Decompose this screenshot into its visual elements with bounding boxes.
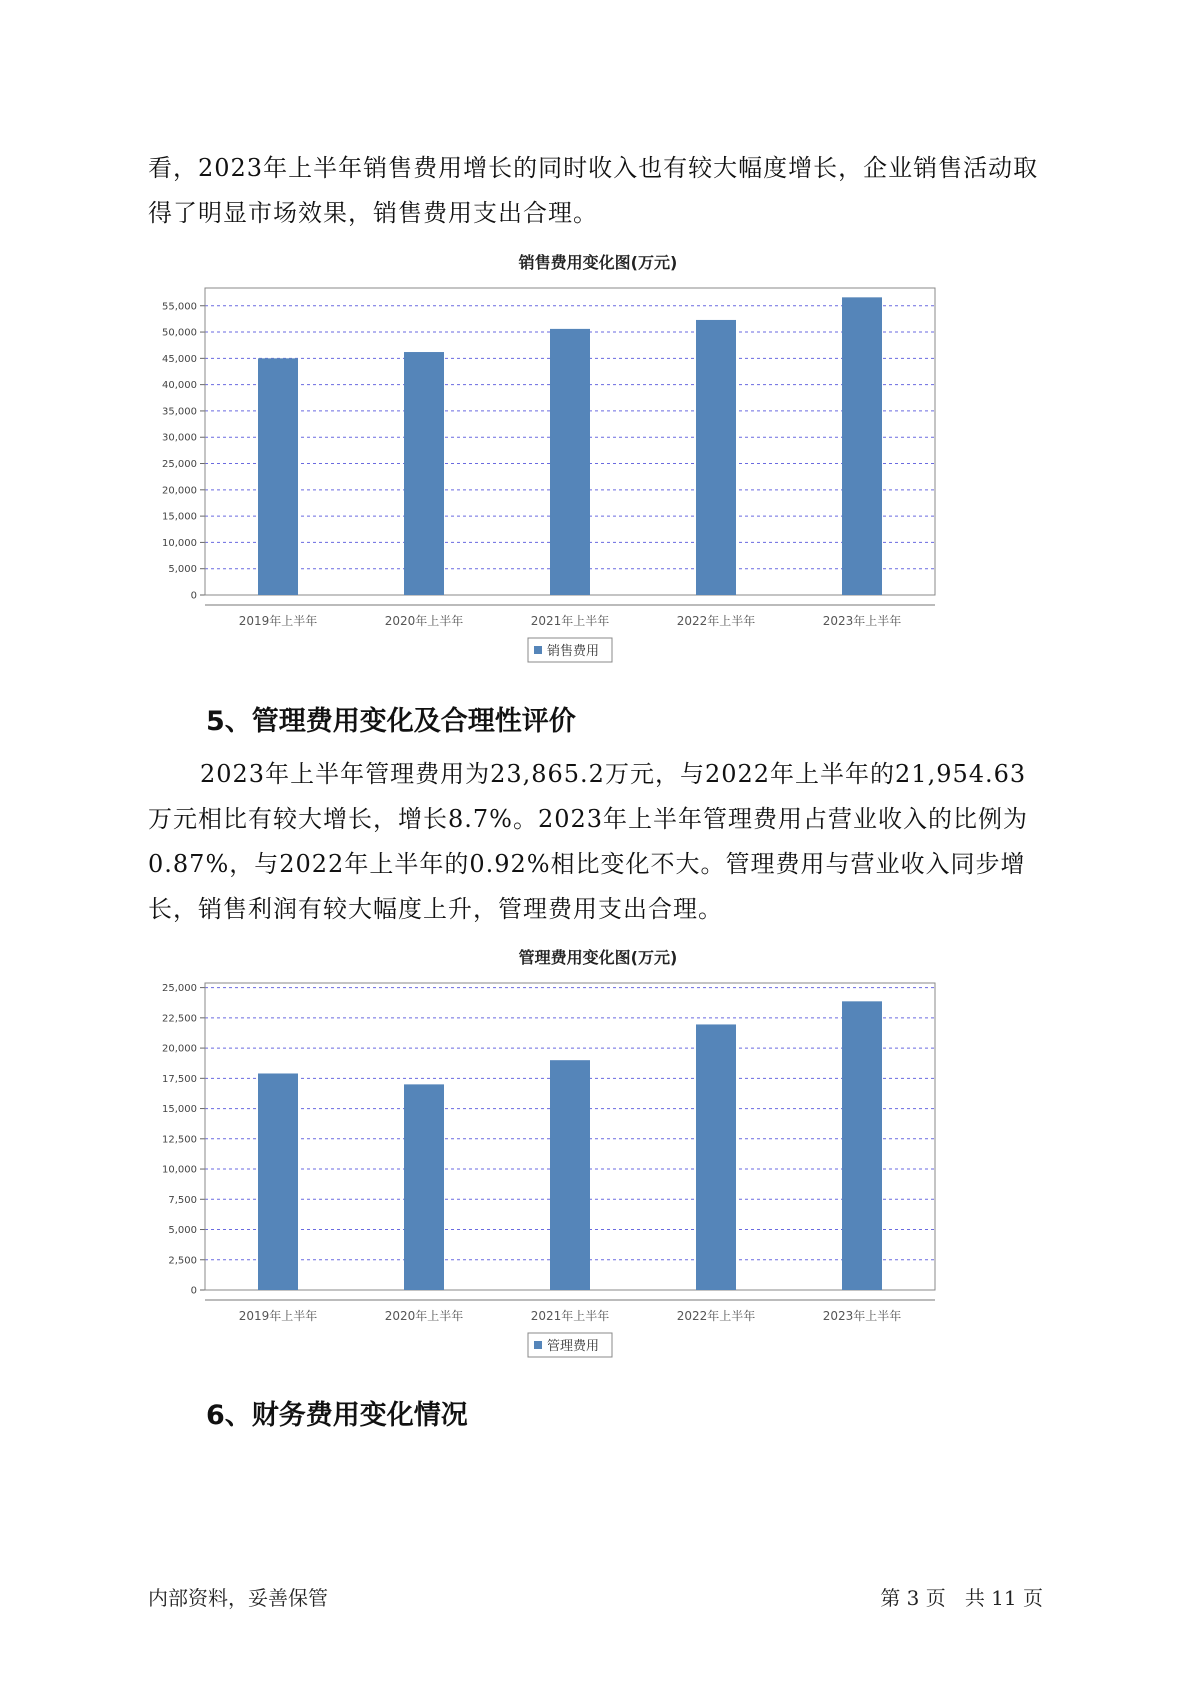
x-tick-label: 2021年上半年 [530,614,610,628]
legend [528,1333,612,1357]
bar [696,320,736,595]
bar [258,358,298,595]
footer-confidential: 内部资料，妥善保管 [148,1586,328,1610]
y-tick-label: 45,000 [162,353,197,365]
y-tick-label: 20,000 [162,1043,197,1055]
bar [404,352,444,595]
bar [842,297,882,595]
y-tick-label: 40,000 [162,380,197,392]
intro-paragraph: 看，2023年上半年销售费用增长的同时收入也有较大幅度增长，企业销售活动取得了明显市场效果，销售费用支出合理。 [148,154,1039,227]
y-tick-label: 5,000 [168,1225,197,1237]
x-tick-label: 2023年上半年 [822,614,902,628]
x-tick-label: 2020年上半年 [384,614,464,628]
bar [258,1073,298,1290]
y-tick-label: 55,000 [162,301,197,313]
x-tick-label: 2022年上半年 [676,1309,756,1323]
bar [550,1060,590,1290]
x-tick-label: 2022年上半年 [676,614,756,628]
x-tick-label: 2019年上半年 [238,614,318,628]
section-heading-6: 6、财务费用变化情况 [206,1400,468,1431]
y-tick-label: 0 [190,590,197,602]
chart-title: 销售费用变化图(万元) [518,253,678,272]
y-tick-label: 12,500 [162,1134,197,1146]
y-tick-label: 0 [190,1285,197,1297]
x-tick-label: 2019年上半年 [238,1309,318,1323]
y-tick-label: 5,000 [168,564,197,576]
section-heading-5: 5、管理费用变化及合理性评价 [206,706,576,737]
y-tick-label: 10,000 [162,1164,197,1176]
y-tick-label: 17,500 [162,1073,197,1085]
y-tick-label: 10,000 [162,537,197,549]
y-tick-label: 15,000 [162,1104,197,1116]
legend-label: 销售费用 [547,644,600,659]
y-tick-label: 25,000 [162,983,197,995]
y-tick-label: 22,500 [162,1013,197,1025]
y-tick-label: 50,000 [162,327,197,339]
y-tick-label: 35,000 [162,406,197,418]
x-tick-label: 2023年上半年 [822,1309,902,1323]
sales-expense-chart [160,280,1010,675]
legend [528,638,612,662]
y-tick-label: 7,500 [168,1194,197,1206]
chart-title: 管理费用变化图(万元) [518,948,678,967]
y-tick-label: 2,500 [168,1255,197,1267]
legend-label: 管理费用 [547,1339,600,1354]
footer-page-number: 第 3 页 共 11 页 [880,1586,1043,1610]
bar [696,1024,736,1290]
legend-swatch [534,1341,542,1349]
y-tick-label: 25,000 [162,459,197,471]
bar [404,1084,444,1290]
y-tick-label: 20,000 [162,485,197,497]
x-tick-label: 2020年上半年 [384,1309,464,1323]
y-tick-label: 30,000 [162,432,197,444]
management-expense-chart [160,975,1010,1370]
bar [550,329,590,595]
y-tick-label: 15,000 [162,511,197,523]
x-tick-label: 2021年上半年 [530,1309,610,1323]
legend-swatch [534,646,542,654]
management-expense-paragraph: 2023年上半年管理费用为23,865.2万元，与2022年上半年的21,954.63万元相比有较大增长，增长8.7%。2023年上半年管理费用占营业收入的比例为0.87%，与2022年上半年的0.92%相比变化不大。管理费用与营业收入同步增长，销售利润有较大幅度上升，管理费用支出合理。 [148,760,1029,923]
bar [842,1001,882,1290]
